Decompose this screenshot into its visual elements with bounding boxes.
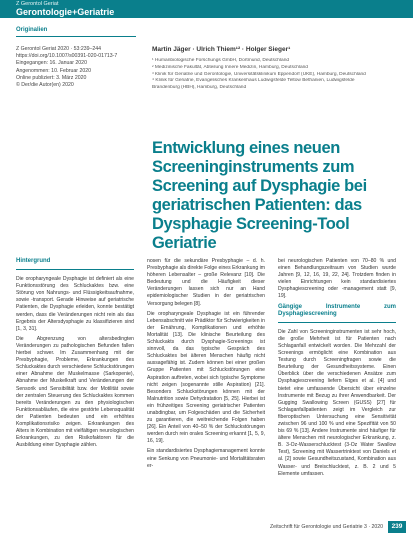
paragraph: nosen für die sekundäre Presbyphagie – d. h. Presbyphagie als direkte Folge eines Erkrankung im höheren Lebensalter – große Relevanz [10]. Die Bedeutung und die Häufigkeit dieser Veränderungen lassen sich nur an Hand epidemiologischer Studien in der geriatrischen Versorgung belegen [8]. <box>147 258 265 307</box>
paragraph: Die oropharyngeale Dysphagie ist ein führender Lebensabschnitt wie Prädiktor für Schwierigkeiten in der Ernährung, Komplikationen und erhöhte Mortalität [13]. Die klinische Beurteilung des Schluckakts durch Dysphagie-Screenings ist sinnvoll, da das typische Gespräch des Schluckaktes bei älteren Menschen häufig nicht aussagefähig ist. Zudem können bei einer großen Gruppe Patienten mit Schluckstörungen eine Aspiration auftreten, wobei sich typische Symptome nicht zeigen (sogenannte stille Aspiration) [21]. Besonders Schluckstörungen können mit der Malnutrition sowie Dehydratation [5, 25]. Hierbei ist ein frühzeitiges Screening geriatrischer Patienten unabdingbar, um Folgeschäden und die Sicherheit zu garantieren, die weitreichende Folgen haben [26]. Ein Anteil von 40–50 % der Schluckstörungen werden durch rein orales Screening erkannt [1, 5, 9, 16, 19]. <box>147 310 265 445</box>
copyright: © Der/die Autor(en) 2020 <box>16 82 74 89</box>
paragraph: Die oropharyngeale Dysphagie ist definiert als eine Funktionsstörung des Schluckaktes bzw. eine Störung von Nahrungs- und Flüssigkeitsaufnahme, sowie -transport. Gerade Hinweise auf geriatrische Patienten, die Dysphagie erleiden, konnte bestätigt werden, dass die Veränderungen nicht rein als das Ergebnis der Altersdysphagie zu klassifizieren sind [1, 3, 31]. <box>16 276 134 332</box>
footer-journal: Zeitschrift für Gerontologie und Geriatrie 3 · 2020 <box>270 524 384 530</box>
heading-divider <box>278 322 396 323</box>
published-date: Online publiziert: 3. März 2020 <box>16 74 87 81</box>
page-number: 239 <box>388 521 406 533</box>
paragraph: Die Abgrenzung von altersbedingten Veränderungen zu pathologischen Befunden fallen hierbei schwer. Im Zusammenhang mit der Presbyphagie, Probleme, Erkrankungen des Schluckaktes durch verschiedene Schluckstörungen einer Abnahme der Muskelmasse (Sarkopenie), Abnahme der Muskelkraft und Veränderungen der Sensorik und Sensibilität bzw. der Motilität sowie der zentralen Steuerung des Schluckaktes kommen bereits Veränderungen zu den physiologischen Funktionsabläufen, die eine gestörte Lebensqualität der Patienten bedeuten und ein erhöhtes Komplikationsrisiko zeigen. Erkrankungen des Alters in Kombination mit vielfältigen neurologischen Erkrankungen, zu den Risikofaktoren für die Ausbildung einer Dysphagie zählen. <box>16 335 134 449</box>
column-right <box>278 258 396 481</box>
affiliation-item: ¹ Humanbiologische Forschungs GmbH, Dortmund, Deutschland <box>152 58 290 63</box>
section-heading-background: Hintergrund <box>16 258 51 264</box>
author-list: Martin Jäger · Ulrich Thiem¹² · Holger Sieger¹ <box>152 46 291 53</box>
affiliation-item: ³ Klinik für Geriatrie und Gerontologie, Universitätsklinikum Eppendorf (UKE), Hamburg, Deutschland <box>152 71 366 77</box>
affiliation-item: ² Medizinische Fakultät, Abteilung Innere Medizin, Hamburg, Deutschland <box>152 64 308 70</box>
paragraph: bei neurologischen Patienten von 70–80 % und einen Behandlungszeitraum von Studien wurde Jahren [9, 12, 16, 19, 22, 24]. Trotzdem finden in vielen Einrichtungen kein standardisiertes Dysphagiescreening oder -management statt [9, 19]. <box>278 258 396 300</box>
journal-header-bar <box>0 0 413 18</box>
category-divider <box>16 36 136 37</box>
journal-abbrev: Z Gerontol Geriat <box>16 1 59 7</box>
column-left <box>16 258 134 452</box>
affiliation-item: Brandenburg (HBH), Hamburg, Deutschland <box>152 85 247 91</box>
journal-section: Gerontologie+Geriatrie <box>16 7 115 17</box>
section-heading-instruments: Gängige Instrumente zum Dysphagiescreening <box>278 303 396 317</box>
article-metadata <box>16 46 136 89</box>
heading-divider <box>16 269 134 270</box>
affiliations <box>152 58 402 92</box>
article-category: Originalien <box>16 27 48 33</box>
article-title: Entwicklung eines neuen Screeninginstruments zum Screening auf Dysphagie bei geriatrischen Patienten: das Dysphagie Screening-Tool Geriatrie <box>152 139 367 252</box>
paragraph: Die Zahl von Screeninginstrumenten ist sehr hoch, die große Mehrheit ist für Patienten nach Schlaganfall entwickelt worden. Die Mehrzahl der Screenings ermöglicht eine Kombination aus Testung durch Screeningfragen sowie die Beurteilung der Gesundheitssysteme. Einen Überblick über die verschiedenen Ansätze zum Dysphagiescreening liefern Etges et al. [4] und bietet eine umfassende Übersicht über einzelne Instrumente mit Bezug zu ihrer Anwendbarkeit. Der Gugging Swallowing Screen (GUSS) [27] für Schlaganfallpatienten zeigt im Vergleich zur fiberoptischen Untersuchung eine Sensitivität zwischen 96 und 100 % und eine Spezifität von 50 bis 69 % [13]. Andere Instrumente sind häufiger für ältere Menschen mit neurologischer Erkrankung, z. B. 3-Oz-Wasserschlucktest (3-Oz Water Swallow Test), Screening mit Wassertrinktest von Daniels et al. [2] sowie Gesundheitszustand, Kombination aus Wasser- und Breischlucktest, z. B. 2 und 5 Elemente umfassen. <box>278 328 396 477</box>
doi-link[interactable]: https://doi.org/10.1007/s00391-020-01713-7 <box>16 53 118 60</box>
accepted-date: Angenommen: 10. Februar 2020 <box>16 67 91 74</box>
affiliation-item: ⁴ Klinik für Geriatrie, Evangelisches Krankenhaus Ludwigsfelde Teltow Bethanien, Ludwigsfelde <box>152 78 355 84</box>
citation: Z Gerontol Geriat 2020 · 53:239–244 <box>16 46 102 52</box>
paragraph: Ein standardisiertes Dysphagiemanagement konnte eine Senkung von Pneumonie- und Mortalitätsraten er- <box>147 448 265 469</box>
column-middle <box>147 258 265 473</box>
received-date: Eingegangen: 16. Januar 2020 <box>16 60 87 67</box>
